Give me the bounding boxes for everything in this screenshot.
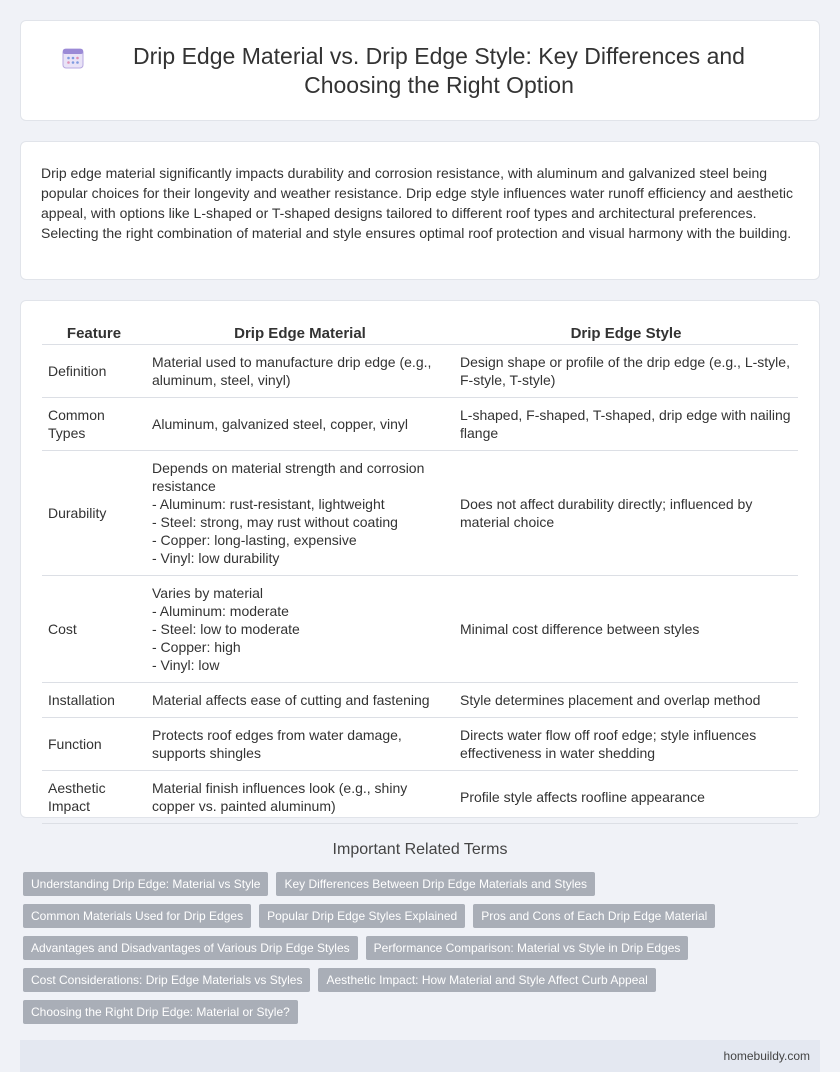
intro-section <box>20 141 820 280</box>
cell-line: - Steel: strong, may rust without coating <box>152 514 398 530</box>
table-row <box>42 398 798 451</box>
intro-paragraph: Drip edge material significantly impacts durability and corrosion resistance, with aluminum and galvanized steel being popular choices for their longevity and weather resistance. Drip edge style influences water runoff efficiency and aesthetic appeal, with options like L-shaped or T-shaped designs tailored to different roof types and architectural preferences. Selecting the right combination of material and style ensures optimal roof protection and visual harmony with the building. <box>41 165 794 241</box>
related-term-tag[interactable]: Cost Considerations: Drip Edge Materials vs Styles <box>23 968 310 992</box>
header-feature: Feature <box>42 321 146 345</box>
table-row <box>42 718 798 771</box>
table-header-row <box>42 321 798 345</box>
cell-line: Profile style affects roofline appearance <box>460 789 705 805</box>
cell-material <box>146 451 454 576</box>
cell-line: L-shaped, F-shaped, T-shaped, drip edge with nailing flange <box>460 407 791 441</box>
cell-line: Material used to manufacture drip edge (e.g., aluminum, steel, vinyl) <box>152 354 432 388</box>
cell-line: Material affects ease of cutting and fastening <box>152 692 430 708</box>
cell-line: - Aluminum: moderate <box>152 603 289 619</box>
related-term-tag[interactable]: Popular Drip Edge Styles Explained <box>259 904 465 928</box>
cell-feature: Installation <box>42 683 146 718</box>
comparison-table <box>42 321 798 824</box>
cell-line: - Copper: long-lasting, expensive <box>152 532 357 548</box>
cell-style <box>454 718 798 771</box>
cell-material <box>146 345 454 398</box>
cell-style <box>454 771 798 824</box>
cell-feature: Aesthetic Impact <box>42 771 146 824</box>
related-terms-list <box>20 872 820 1032</box>
comparison-section <box>20 300 820 818</box>
related-term-tag[interactable]: Aesthetic Impact: How Material and Style Affect Curb Appeal <box>318 968 655 992</box>
cell-line: - Aluminum: rust-resistant, lightweight <box>152 496 385 512</box>
related-term-tag[interactable]: Understanding Drip Edge: Material vs Style <box>23 872 268 896</box>
header-style: Drip Edge Style <box>454 321 798 345</box>
cell-line: Depends on material strength and corrosion resistance <box>152 460 425 494</box>
calendar-icon <box>61 46 85 70</box>
related-term-tag[interactable]: Key Differences Between Drip Edge Materials and Styles <box>276 872 595 896</box>
cell-line: Does not affect durability directly; influenced by material choice <box>460 496 753 530</box>
table-row <box>42 683 798 718</box>
cell-feature: Common Types <box>42 398 146 451</box>
related-term-tag[interactable]: Advantages and Disadvantages of Various Drip Edge Styles <box>23 936 358 960</box>
cell-line: - Copper: high <box>152 639 241 655</box>
cell-material <box>146 398 454 451</box>
cell-line: - Steel: low to moderate <box>152 621 300 637</box>
related-term-tag[interactable]: Performance Comparison: Material vs Style in Drip Edges <box>366 936 689 960</box>
page-title: Drip Edge Material vs. Drip Edge Style: Key Differences and Choosing the Right Option <box>133 42 745 98</box>
related-terms-title: Important Related Terms <box>332 841 508 858</box>
cell-feature: Definition <box>42 345 146 398</box>
cell-material <box>146 683 454 718</box>
cell-style <box>454 451 798 576</box>
cell-style <box>454 345 798 398</box>
related-term-tag[interactable]: Common Materials Used for Drip Edges <box>23 904 251 928</box>
table-row <box>42 451 798 576</box>
related-term-tag[interactable]: Choosing the Right Drip Edge: Material or Style? <box>23 1000 298 1024</box>
cell-style <box>454 398 798 451</box>
cell-line: Directs water flow off roof edge; style influences effectiveness in water shedding <box>460 727 757 761</box>
cell-material <box>146 771 454 824</box>
cell-material <box>146 718 454 771</box>
related-term-tag[interactable]: Pros and Cons of Each Drip Edge Material <box>473 904 715 928</box>
cell-style <box>454 576 798 683</box>
table-row <box>42 345 798 398</box>
footer <box>20 1040 820 1072</box>
cell-line: Minimal cost difference between styles <box>460 621 700 637</box>
cell-feature: Function <box>42 718 146 771</box>
cell-line: Material finish influences look (e.g., shiny copper vs. painted aluminum) <box>152 780 408 814</box>
cell-feature: Cost <box>42 576 146 683</box>
cell-material <box>146 576 454 683</box>
cell-line: Varies by material <box>152 585 264 601</box>
page-header <box>20 20 820 121</box>
cell-line: - Vinyl: low <box>152 657 220 673</box>
cell-line: Protects roof edges from water damage, supports shingles <box>152 727 402 761</box>
cell-line: - Vinyl: low durability <box>152 550 280 566</box>
header-material: Drip Edge Material <box>146 321 454 345</box>
table-row <box>42 771 798 824</box>
cell-line: Aluminum, galvanized steel, copper, vinyl <box>152 416 409 432</box>
cell-style <box>454 683 798 718</box>
table-row <box>42 576 798 683</box>
footer-site[interactable]: homebuildy.com <box>723 1049 810 1063</box>
cell-feature: Durability <box>42 451 146 576</box>
cell-line: Design shape or profile of the drip edge (e.g., L-style, F-style, T-style) <box>460 354 790 388</box>
cell-line: Style determines placement and overlap method <box>460 692 761 708</box>
